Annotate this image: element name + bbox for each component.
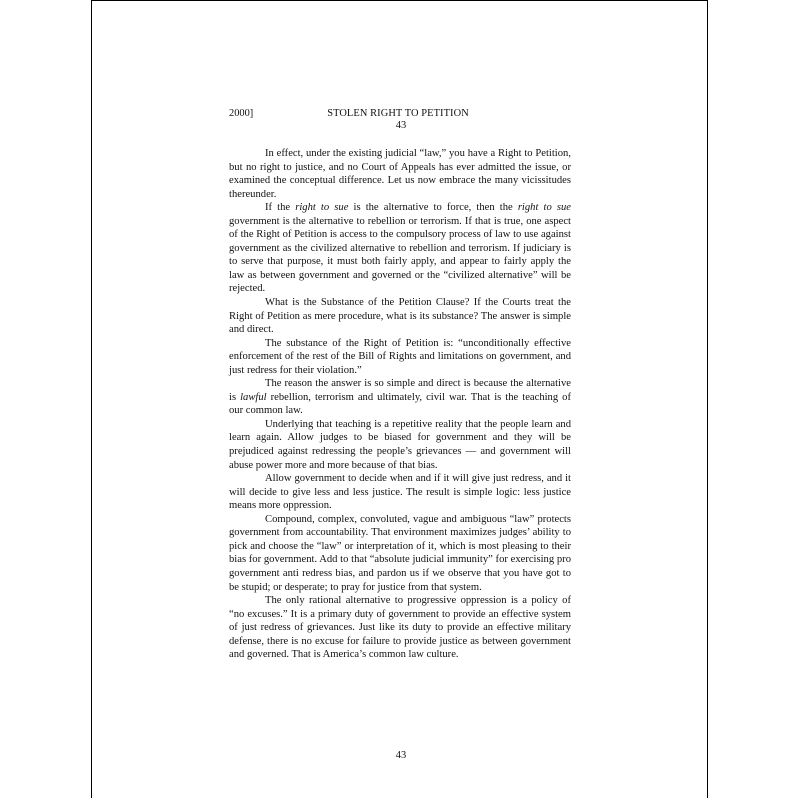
paragraph xyxy=(229,513,571,594)
text-run: Underlying that teaching is a repetitive reality that the people learn and learn again. Allow judges to be biased for government and they will be prejudiced against redressing the people’s grievances — and government will abuse power more and more because of that bias. xyxy=(229,418,571,471)
text-run: The reason the answer is so simple and direct is because the alternative is xyxy=(229,378,571,403)
footer-page-number: 43 xyxy=(395,750,407,761)
paragraph xyxy=(229,377,571,418)
italic-text: right to sue xyxy=(517,202,571,214)
text-run: If the xyxy=(265,202,296,214)
body-text xyxy=(229,147,571,662)
running-header xyxy=(229,108,573,138)
paragraph xyxy=(229,337,571,378)
text-run: In effect, under the existing judicial “law,” you have a Right to Petition, but no right to justice, and no Court of Appeals has ever admitted the issue, or examined the conceptual difference. Let us now embrace the many vicissitudes thereunder. xyxy=(229,148,571,200)
text-run: government is the alternative to rebellion or terrorism. If that is true, one aspect of the Right of Petition is access to the compulsory process of law to use against government as the civilized alternative to rebellion and terrorism. If judiciary is to serve that purpose, it must both fairly apply, and appear to fairly apply the law as between government and governed or the “civilized alternative” will be rejected. xyxy=(229,215,571,295)
text-run: What is the Substance of the Petition Clause? If the Courts treat the Right of Petition as mere procedure, what is its substance? The answer is simple and direct. xyxy=(229,297,571,336)
header-page-number: 43 xyxy=(395,120,407,131)
italic-text: lawful xyxy=(240,391,267,403)
paragraph xyxy=(229,472,571,513)
text-run: The only rational alternative to progressive oppression is a policy of “no excuses.” It is a primary duty of government to provide an effective system of just redress of grievances. Just like its duty to provide an effective military defense, there is no excuse for failure to provide justice as between government and governed. That is America’s common law culture. xyxy=(229,595,571,661)
text-run: Compound, complex, convoluted, vague and ambiguous “law” protects government from accountability. That environment maximizes judges’ ability to pick and choose the “law” or interpretation of it, which is most pleasing to their bias for government. Add to that “absolute judicial immunity” for exercising pro government anti redress bias, and pardon us if we observe that you have got to be stupid; or desperate; to pray for justice from that system. xyxy=(229,513,571,593)
paragraph xyxy=(229,147,571,201)
header-year: 2000] xyxy=(229,108,254,119)
italic-text: right to sue xyxy=(295,202,349,214)
text-run: Allow government to decide when and if it will give just redress, and it will decide to give less and less justice. The result is simple logic: less justice means more oppression. xyxy=(229,473,571,512)
text-run: is the alternative to force, then the xyxy=(348,202,518,214)
paragraph xyxy=(229,594,571,662)
paragraph xyxy=(229,201,571,296)
header-title: STOLEN RIGHT TO PETITION xyxy=(327,108,469,119)
paragraph xyxy=(229,296,571,337)
text-run: rebellion, terrorism and ultimately, civil war. That is the teaching of our common law. xyxy=(229,391,572,417)
text-run: The substance of the Right of Petition is: “unconditionally effective enforcement of the rest of the Bill of Rights and limitations on government, and just redress for their violation.” xyxy=(229,337,571,376)
paragraph xyxy=(229,418,571,472)
